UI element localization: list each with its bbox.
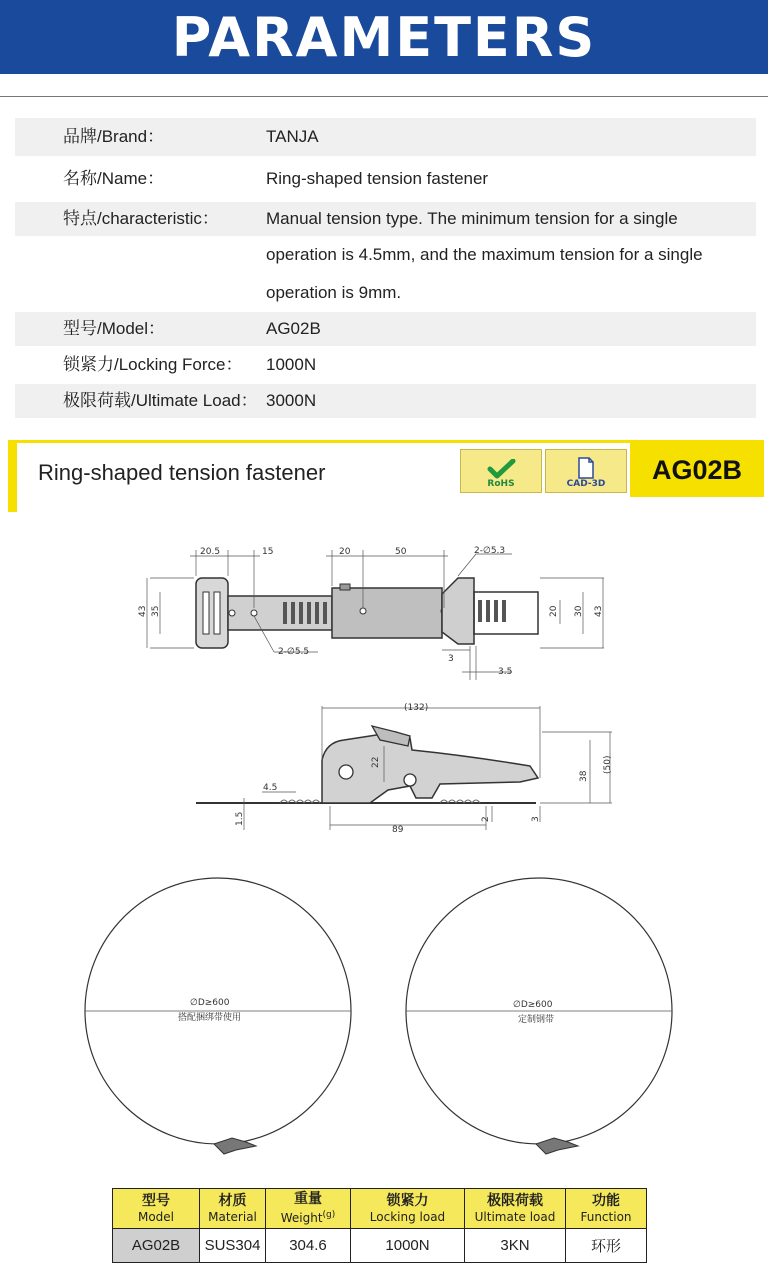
badge-label: CAD-3D <box>566 479 606 489</box>
param-value: 3000N <box>266 391 317 410</box>
header-cell: 型号 Model <box>113 1189 200 1229</box>
dim-label: (50) <box>603 755 613 774</box>
table-cell: 1000N <box>351 1229 465 1263</box>
value-line: operation is 4.5mm, and the maximum tension for a single <box>266 245 703 264</box>
header-cell: 材质 Material <box>200 1189 266 1229</box>
table-cell: AG02B <box>113 1229 200 1263</box>
table-cell: 3KN <box>465 1229 566 1263</box>
dim-label: 20 <box>549 605 559 617</box>
accent-stripe <box>8 440 17 512</box>
rohs-badge <box>460 449 542 493</box>
param-key: 型号/Model： <box>63 319 166 338</box>
dim-label: 89 <box>392 825 404 835</box>
dim-label: 43 <box>138 605 148 617</box>
table-cell: 304.6 <box>266 1229 351 1263</box>
header-banner <box>0 0 768 74</box>
dim-label: 4.5 <box>263 783 278 793</box>
value-line: Manual tension type. The minimum tension for a single <box>266 209 678 228</box>
header-cell: 功能 Function <box>566 1189 647 1229</box>
header-cell: 锁紧力 Locking load <box>351 1189 465 1229</box>
product-title: Ring-shaped tension fastener <box>38 460 326 485</box>
technical-drawings <box>0 520 768 1180</box>
circle-note: 定制钢带 <box>518 1015 555 1025</box>
spec-table <box>112 1188 647 1263</box>
dim-label: 15 <box>262 547 274 557</box>
param-value: Ring-shaped tension fastener <box>266 169 489 188</box>
dim-label: 30 <box>574 605 584 617</box>
circle-dim-label: ∅D≥600 <box>190 998 230 1008</box>
header-cell: 重量 Weight$^{(g)}$ <box>266 1189 351 1229</box>
param-value: AG02B <box>266 319 321 338</box>
badge-label: RoHS <box>487 479 515 489</box>
dim-label: 3 <box>448 654 454 664</box>
page-title: PARAMETERS <box>171 5 597 69</box>
param-key: 极限荷载/Ultimate Load： <box>63 391 258 410</box>
document-icon <box>577 457 595 479</box>
param-key: 特点/characteristic： <box>63 209 219 228</box>
spec-data-row <box>113 1229 647 1263</box>
spec-header-row <box>113 1189 647 1229</box>
param-value: TANJA <box>266 127 319 146</box>
dim-label: 22 <box>371 756 381 768</box>
ring-drawing-right <box>406 878 672 1154</box>
param-row-brand <box>15 118 756 156</box>
param-row-characteristic <box>15 202 756 312</box>
param-row-ultimate-load <box>15 384 756 418</box>
divider <box>0 96 768 97</box>
param-row-locking-force <box>15 346 756 384</box>
top-view-drawing <box>138 546 604 680</box>
side-view-drawing <box>196 703 613 835</box>
header-cell: 极限荷载 Ultimate load <box>465 1189 566 1229</box>
dim-label: 2-∅5.3 <box>474 546 506 556</box>
circle-dim-label: ∅D≥600 <box>513 1000 553 1010</box>
param-key: 锁紧力/Locking Force： <box>63 355 243 374</box>
dim-label: 3.5 <box>498 667 513 677</box>
dim-label: 20.5 <box>200 547 221 557</box>
dim-label: 1.5 <box>235 811 245 826</box>
product-title-bar <box>8 440 764 512</box>
dim-label: 50 <box>395 547 407 557</box>
param-row-model <box>15 312 756 346</box>
ring-drawing-left <box>85 878 351 1154</box>
checkmark-icon <box>486 459 516 479</box>
param-value <box>266 202 756 312</box>
dim-label: 2 <box>481 816 491 822</box>
dim-label: 38 <box>579 770 589 782</box>
dim-label: (132) <box>404 703 429 713</box>
dim-label: 43 <box>594 605 604 617</box>
param-row-name <box>15 160 756 198</box>
dim-label: 3 <box>531 816 541 822</box>
circle-note: 搭配捆绑带使用 <box>178 1013 242 1023</box>
dim-label: 20 <box>339 547 351 557</box>
cad-3d-badge <box>545 449 627 493</box>
table-cell: SUS304 <box>200 1229 266 1263</box>
param-key: 品牌/Brand： <box>63 127 165 146</box>
param-value: 1000N <box>266 355 317 374</box>
model-tag: AG02B <box>630 443 764 497</box>
value-line: operation is 9mm. <box>266 283 402 302</box>
parameters-table <box>15 118 756 418</box>
dim-label: 35 <box>151 605 161 617</box>
table-cell: 环形 <box>566 1229 647 1263</box>
param-key: 名称/Name： <box>63 169 165 188</box>
dim-label: 2-∅5.5 <box>278 647 310 657</box>
